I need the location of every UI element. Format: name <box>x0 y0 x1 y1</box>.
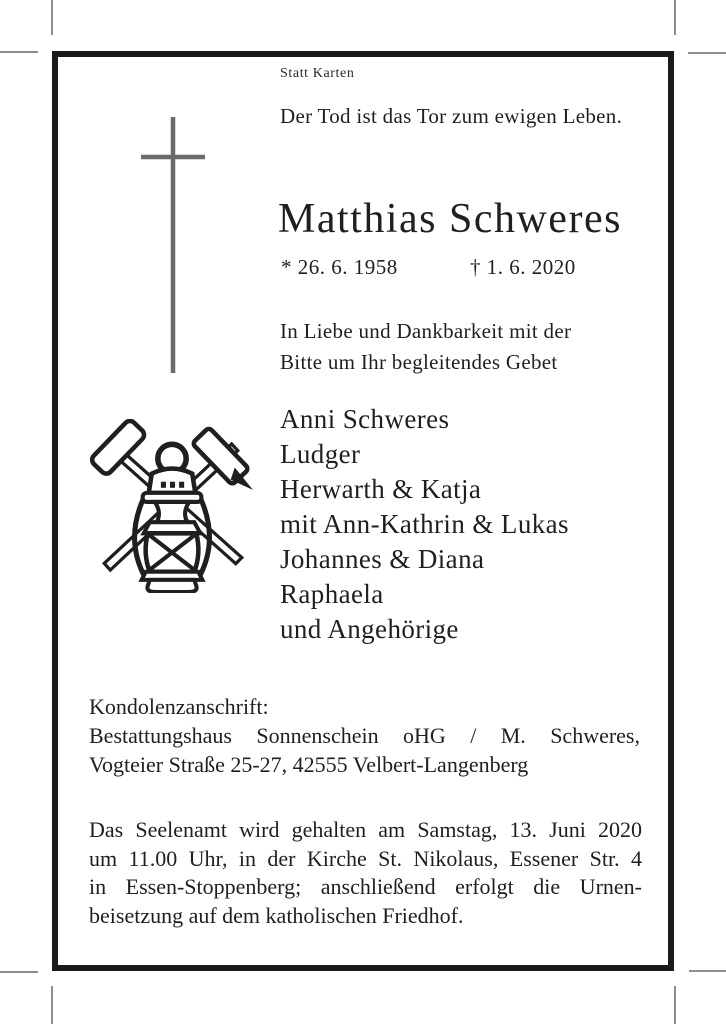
crop-mark-top-right-vertical <box>674 0 676 35</box>
service-line: in Essen-Stoppenberg; anschließend erfolgt die Urnen- <box>89 874 642 899</box>
crop-mark-bottom-right-vertical <box>674 986 676 1024</box>
miners-lamp-crossed-hammers-icon <box>87 419 255 593</box>
latin-cross-icon <box>138 114 208 376</box>
mourners-list <box>280 402 569 647</box>
intro-line: Bitte um Ihr begleitendes Gebet <box>280 350 558 374</box>
mourner-name: Raphaela <box>280 579 384 609</box>
crop-mark-top-left-horizontal <box>0 51 38 53</box>
condolence-heading: Kondolenzanschrift: <box>89 694 269 719</box>
deceased-name: Matthias Schweres <box>278 196 622 242</box>
crop-mark-top-left-vertical <box>51 0 53 35</box>
birth-date: * 26. 6. 1958 <box>281 255 398 279</box>
statt-karten-label: Statt Karten <box>280 66 355 81</box>
condolence-block <box>89 692 640 779</box>
crop-mark-bottom-left-horizontal <box>0 971 38 973</box>
condolence-line: Bestattungshaus Sonnenschein oHG / M. Schweres, <box>89 723 640 748</box>
epigraph: Der Tod ist das Tor zum ewigen Leben. <box>280 104 623 128</box>
condolence-line: Vogteier Straße 25-27, 42555 Velbert-Langenberg <box>89 752 529 777</box>
intro-text <box>280 316 571 378</box>
service-line: um 11.00 Uhr, in der Kirche St. Nikolaus, Essener Str. 4 <box>89 845 642 871</box>
crop-mark-bottom-right-horizontal <box>689 970 726 972</box>
service-line: Das Seelenamt wird gehalten am Samstag, 13. Juni 2020 <box>89 817 642 842</box>
crop-mark-top-right-horizontal <box>688 52 726 54</box>
life-dates <box>281 255 576 280</box>
service-line: beisetzung auf dem katholischen Friedhof. <box>89 902 464 928</box>
service-block <box>89 816 642 930</box>
death-date: † 1. 6. 2020 <box>470 255 576 279</box>
mourner-name: und Angehörige <box>280 614 459 644</box>
mourner-name: Anni Schweres <box>280 404 450 434</box>
intro-line: In Liebe und Dankbarkeit mit der <box>280 319 572 343</box>
mourner-name: Ludger <box>280 439 361 469</box>
crop-mark-bottom-left-vertical <box>51 986 53 1024</box>
mourner-name: mit Ann-Kathrin & Lukas <box>280 509 569 539</box>
mourner-name: Johannes & Diana <box>280 544 485 574</box>
mourner-name: Herwarth & Katja <box>280 474 482 504</box>
